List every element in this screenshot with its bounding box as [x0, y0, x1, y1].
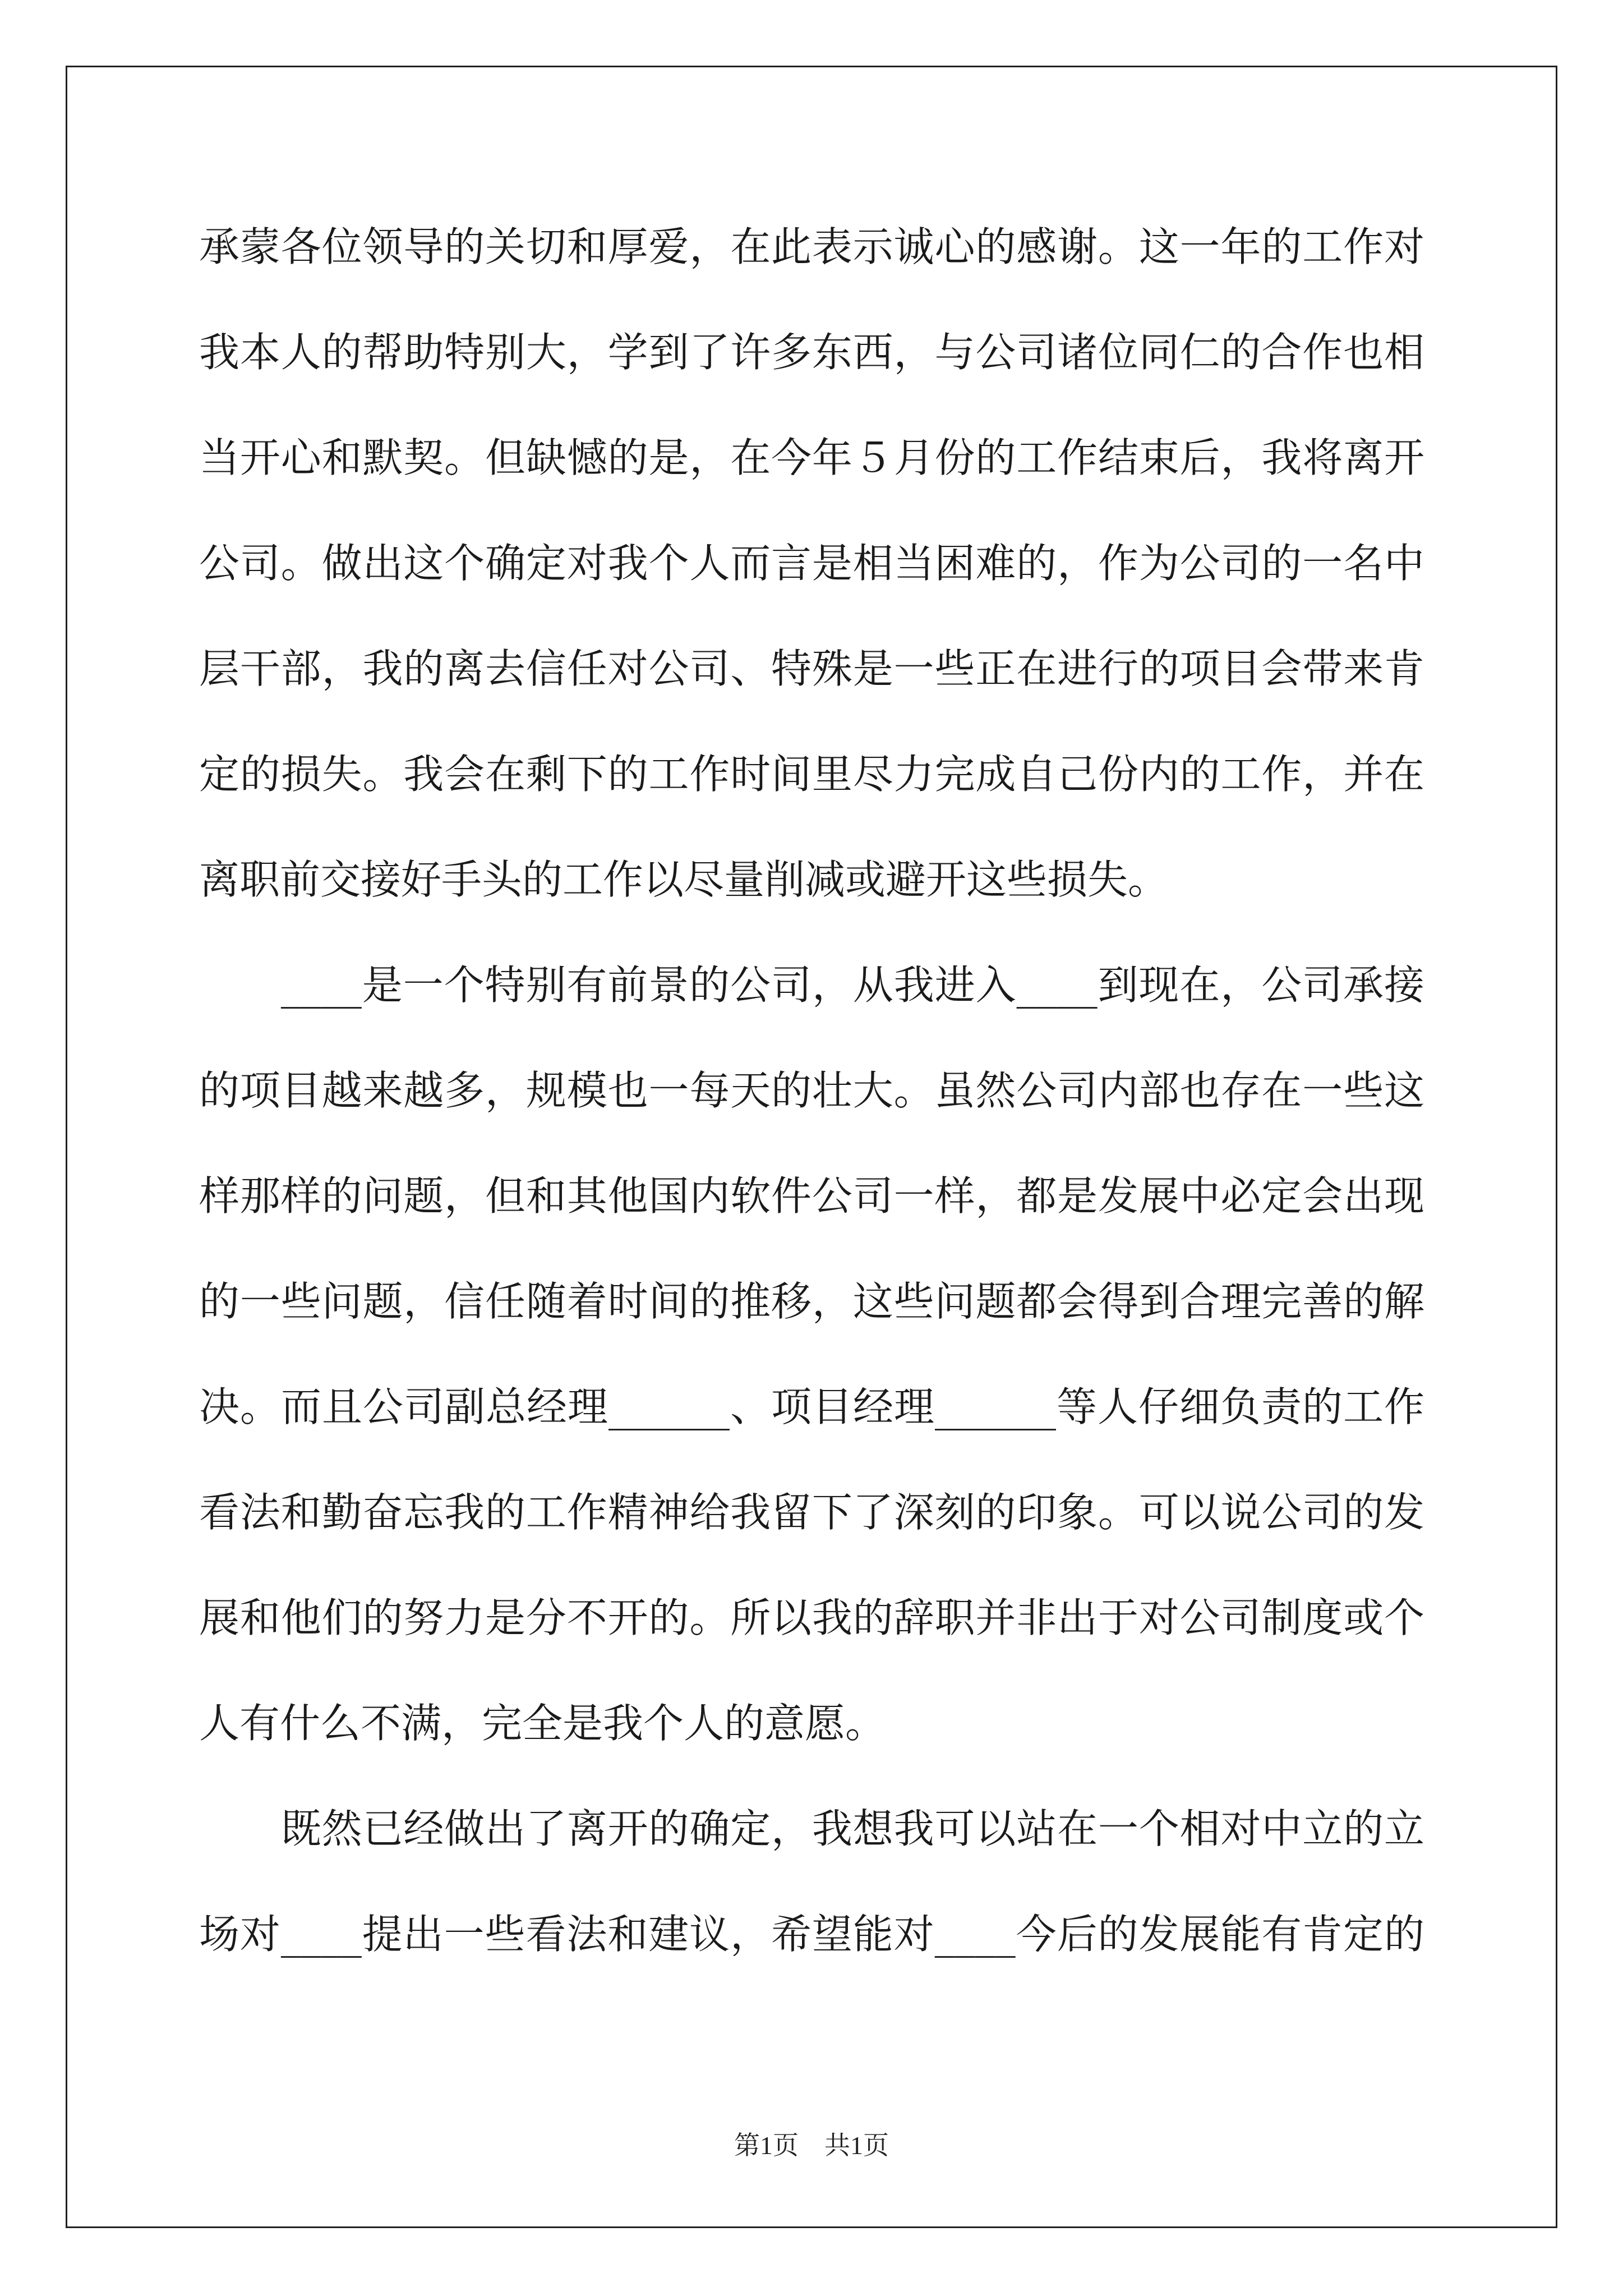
- text-line: 既然已经做出了离开的确定，我想我可以站在一个相对中立的立: [199, 1805, 1424, 1852]
- text-line: 场对____提出一些看法和建议，希望能对____今后的发展能有肯定的: [199, 1911, 1424, 1958]
- text-line: ____是一个特别有前景的公司，从我进入____到现在，公司承接: [199, 961, 1424, 1009]
- document-body: [199, 219, 1424, 2012]
- text-line: 当开心和默契。但缺憾的是，在今年５月份的工作结束后，我将离开: [199, 434, 1424, 481]
- text-line: 我本人的帮助特别大，学到了许多东西，与公司诸位同仁的合作也相: [199, 329, 1424, 376]
- text-line: 的一些问题，信任随着时间的推移，这些问题都会得到合理完善的解: [199, 1278, 1424, 1325]
- text-line: 层干部，我的离去信任对公司、特殊是一些正在进行的项目会带来肯: [199, 645, 1424, 692]
- text-line: 决。而且公司副总经理______、项目经理______等人仔细负责的工作: [199, 1383, 1424, 1430]
- paragraph-3: [199, 1801, 1424, 2012]
- paragraph-2: [199, 957, 1424, 1801]
- text-line: 展和他们的努力是分不开的。所以我的辞职并非出于对公司制度或个: [199, 1594, 1424, 1641]
- text-line: 的项目越来越多，规模也一每天的壮大。虽然公司内部也存在一些这: [199, 1067, 1424, 1114]
- text-line: 承蒙各位领导的关切和厚爱，在此表示诚心的感谢。这一年的工作对: [199, 223, 1424, 270]
- page-number-footer: 第1页 共1页: [734, 2131, 889, 2160]
- text-line: 看法和勤奋忘我的工作精神给我留下了深刻的印象。可以说公司的发: [199, 1489, 1424, 1536]
- text-line: 公司。做出这个确定对我个人而言是相当困难的，作为公司的一名中: [199, 540, 1424, 587]
- text-line: 人有什么不满，完全是我个人的意愿。: [199, 1700, 886, 1747]
- paragraph-1: [199, 219, 1424, 957]
- text-line: 定的损失。我会在剩下的工作时间里尽力完成自己份内的工作，并在: [199, 751, 1424, 798]
- text-line: 离职前交接好手头的工作以尽量削减或避开这些损失。: [199, 856, 1169, 903]
- text-line: 样那样的问题，但和其他国内软件公司一样，都是发展中必定会出现: [199, 1172, 1424, 1220]
